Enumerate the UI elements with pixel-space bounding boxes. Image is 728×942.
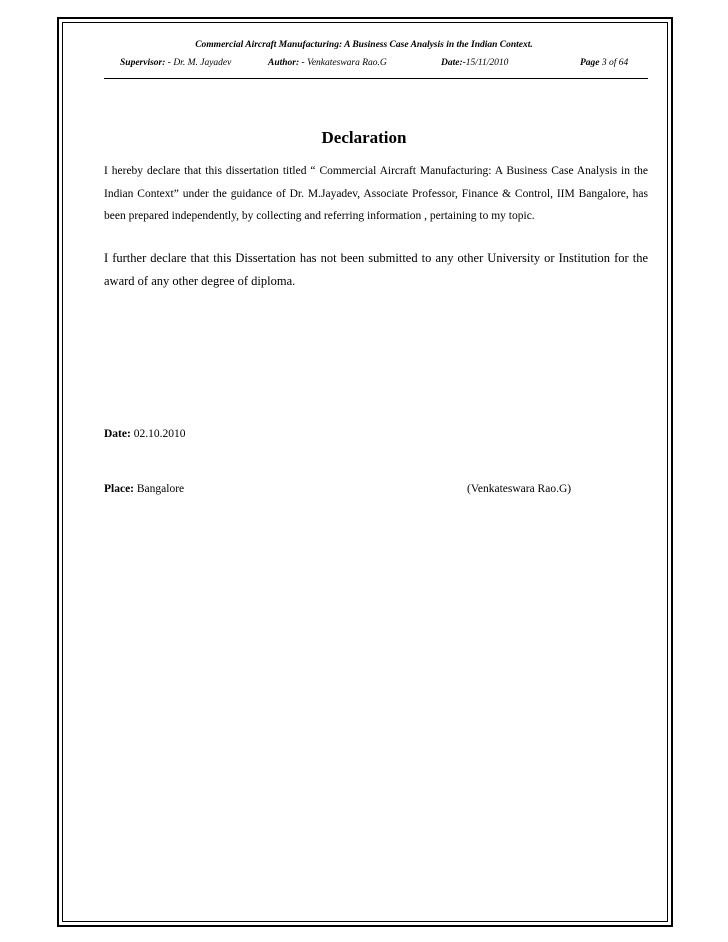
header-author — [268, 58, 387, 68]
place-field — [104, 483, 184, 495]
header-title: Commercial Aircraft Manufacturing: A Business Case Analysis in the Indian Context. — [195, 40, 533, 50]
supervisor-label: Supervisor: - — [120, 58, 171, 68]
date-label: Date: — [104, 428, 131, 440]
header-date-value: 15/11/2010 — [465, 58, 509, 68]
place-label: Place: — [104, 483, 135, 495]
header-supervisor — [120, 58, 231, 68]
header-divider — [104, 78, 648, 79]
supervisor-value: Dr. M. Jayadev — [173, 58, 232, 68]
page-label: Page — [580, 58, 600, 68]
page-value: 3 of 64 — [601, 58, 629, 68]
page-title: Declaration — [321, 128, 407, 147]
header-date-label: Date:- — [441, 58, 466, 68]
place-value: Bangalore — [136, 483, 185, 495]
date-field — [104, 428, 185, 440]
header-page-number — [580, 58, 628, 68]
declaration-paragraph-2: I further declare that this Dissertation has not been submitted to any other University or Institution for the award of any other degree of diploma. — [104, 251, 648, 288]
author-label: Author: - — [268, 58, 305, 68]
declaration-paragraph-1: I hereby declare that this dissertation titled “ Commercial Aircraft Manufacturing: A Business Case Analysis in the Indian Context” under the guidance of Dr. M.Jayadev, Associate Professor, Finance & Control, IIM Bangalore, has been prepared independently, by collecting and referring information , pertaining to my topic. — [104, 165, 648, 222]
author-value: Venkateswara Rao.G — [307, 58, 387, 68]
date-value: 02.10.2010 — [133, 428, 186, 440]
page-border-inner — [62, 22, 668, 922]
signature-name: (Venkateswara Rao.G) — [467, 483, 572, 495]
header-date — [441, 58, 508, 68]
